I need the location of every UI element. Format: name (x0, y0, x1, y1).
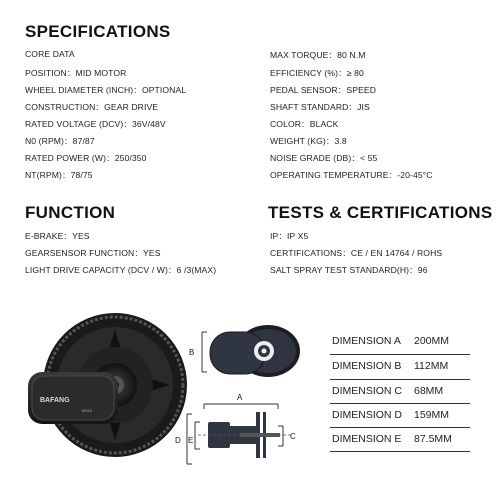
motor-brand-label: BAFANG (40, 397, 70, 404)
top-view-icon (198, 412, 292, 458)
dimension-value: 68MM (414, 385, 444, 397)
table-divider (330, 451, 470, 452)
table-divider (330, 379, 470, 380)
tests-title: TESTS & CERTIFICATIONS (268, 203, 493, 222)
table-divider (330, 427, 470, 428)
dimension-b-bracket (202, 332, 207, 372)
spec-pedal-sensor: PEDAL SENSOR：SPEED (270, 85, 377, 95)
spec-efficiency: EFFICIENCY (%)：≥ 80 (270, 68, 364, 78)
dimension-name: DIMENSION D (332, 409, 403, 421)
dimension-diagram (175, 322, 310, 472)
dimension-row (330, 360, 470, 376)
spec-operating-temperature: OPERATING TEMPERATURE：-20-45°C (270, 170, 433, 180)
function-gearsensor: GEARSENSOR FUNCTION：YES (25, 248, 161, 258)
specifications-title: SPECIFICATIONS (25, 22, 171, 41)
dimension-name: DIMENSION C (332, 385, 403, 397)
spec-max-torque: MAX TORQUE：80 N.M (270, 50, 366, 60)
spec-wheel-diameter: WHEEL DIAMETER (INCH)：OPTIONAL (25, 85, 187, 95)
label-b: B (189, 348, 195, 357)
motor-model-label: M315 (82, 408, 93, 413)
label-a: A (237, 393, 243, 402)
tests-salt-spray: SALT SPRAY TEST STANDARD(H)：96 (270, 265, 428, 275)
label-e: E (188, 436, 194, 445)
dimension-value: 159MM (414, 409, 450, 421)
dimension-value: 200MM (414, 335, 450, 347)
spec-weight: WEIGHT (KG)：3.8 (270, 136, 347, 146)
dimension-value: 87.5MM (414, 433, 452, 445)
spec-n0-rpm: N0 (RPM)：87/87 (25, 136, 95, 146)
table-divider (330, 354, 470, 355)
dimension-row (330, 335, 470, 351)
dimension-a-bracket (204, 404, 278, 409)
spec-noise-grade: NOISE GRADE (DB)：< 55 (270, 153, 378, 163)
dimension-row (330, 433, 470, 449)
spec-rated-voltage: RATED VOLTAGE (DCV)：36V/48V (25, 119, 166, 129)
dimension-row (330, 385, 470, 401)
spec-core-data: CORE DATA (25, 49, 75, 59)
spec-color: COLOR：BLACK (270, 119, 339, 129)
dimension-name: DIMENSION B (332, 360, 402, 372)
label-c: C (290, 432, 296, 441)
spec-shaft-standard: SHAFT STANDARD：JIS (270, 102, 370, 112)
tests-certifications: CERTIFICATIONS：CE / EN 14764 / ROHS (270, 248, 443, 258)
spec-position: POSITION：MID MOTOR (25, 68, 127, 78)
dimension-name: DIMENSION A (332, 335, 401, 347)
table-divider (330, 403, 470, 404)
function-title: FUNCTION (25, 203, 116, 222)
spec-rated-power: RATED POWER (W)：250/350 (25, 153, 147, 163)
dimension-value: 112MM (414, 360, 449, 372)
label-d: D (175, 436, 181, 445)
function-e-brake: E-BRAKE：YES (25, 231, 90, 241)
spec-construction: CONSTRUCTION：GEAR DRIVE (25, 102, 159, 112)
side-view-icon (210, 325, 300, 377)
spec-nt-rpm: NT(RPM)：78/75 (25, 170, 93, 180)
dimension-name: DIMENSION E (332, 433, 402, 445)
function-light-drive: LIGHT DRIVE CAPACITY (DCV / W)：6 /3(MAX) (25, 265, 217, 275)
dimension-row (330, 409, 470, 425)
tests-ip: IP：IP X5 (270, 231, 309, 241)
motor-image (20, 300, 180, 470)
